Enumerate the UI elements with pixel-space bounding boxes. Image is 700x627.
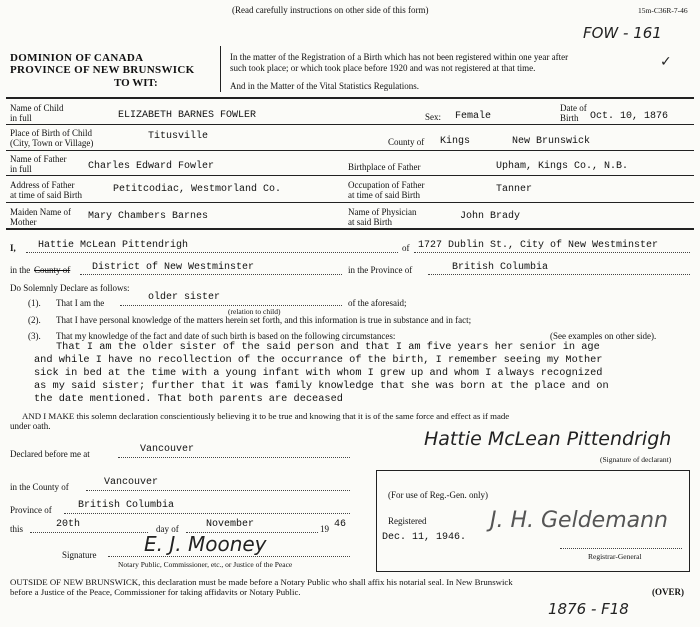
- this-label: this: [10, 524, 24, 534]
- declared-before-label: Declared before me at: [10, 449, 90, 459]
- jurisdiction-line3: TO WIT:: [114, 77, 158, 89]
- item3-num: (3).: [28, 331, 41, 341]
- item2-text: That I have personal knowledge of the matters herein set forth, and this information is true in substance and in fact;: [56, 315, 472, 325]
- declared-province-line: [64, 513, 350, 514]
- footer-line1: OUTSIDE OF NEW BRUNSWICK, this declaration must be made before a Notary Public who shall affix his notarial seal. In New Brunswick: [10, 577, 513, 587]
- father-address-label1: Address of Father: [10, 180, 75, 190]
- date-label1: Date of: [560, 103, 587, 113]
- circumstance-line1: That I am the older sister of the said person and that I am five years her senior in age: [56, 341, 600, 353]
- declarant-district: District of New Westminster: [92, 262, 255, 273]
- physician-name: John Brady: [460, 211, 521, 222]
- registrar-signature: J. H. Geldemann: [490, 508, 668, 533]
- declared-county-line: [86, 490, 350, 491]
- declared-day: 20th: [56, 519, 81, 530]
- father-occupation: Tanner: [496, 184, 533, 195]
- footer-file-code: 1876 - F18: [548, 600, 629, 618]
- check-mark: ✓: [660, 54, 672, 70]
- mother-label2: Mother: [10, 217, 37, 227]
- circumstance-line2: and while I have no recollection of the occurrance of the birth, I remember seeing my Mother: [34, 354, 603, 366]
- mother-label1: Maiden Name of: [10, 207, 71, 217]
- registered-label: Registered: [388, 516, 427, 526]
- child-name-label1: Name of Child: [10, 103, 64, 113]
- relation-value: older sister: [148, 292, 221, 303]
- instruction-note: (Read carefully instructions on other side of this form): [232, 5, 429, 15]
- declarant-signature-label: (Signature of declarant): [600, 455, 672, 464]
- circumstance-line4: as my said sister; further that it was family knowledge that she was born at the place and on: [34, 380, 609, 392]
- item3-note: (See examples on other side).: [550, 331, 657, 341]
- physician-label1: Name of Physician: [348, 207, 417, 217]
- relation-note: (relation to child): [228, 307, 281, 316]
- declarant-address: 1727 Dublin St., City of New Westminster: [418, 240, 659, 251]
- registered-date: Dec. 11, 1946.: [382, 532, 467, 543]
- declared-place-line: [118, 457, 350, 458]
- signature-label: Signature: [62, 550, 97, 560]
- registrar-use-label: (For use of Reg.-Gen. only): [388, 490, 488, 500]
- item1-num: (1).: [28, 298, 41, 308]
- row-rule-1: [6, 124, 694, 125]
- item2-num: (2).: [28, 315, 41, 325]
- father-name-label2: in full: [10, 164, 32, 174]
- declared-month: November: [206, 519, 255, 530]
- item1-text-a: That I am the: [56, 298, 105, 308]
- circumstance-line5: the date mentioned. That both parents are deceased: [34, 393, 343, 405]
- year-prefix: 19: [320, 524, 329, 534]
- form-code: 15m-C36R-7-46: [638, 6, 688, 15]
- father-birthplace-label: Birthplace of Father: [348, 162, 421, 172]
- county-label-a: in the: [10, 265, 31, 275]
- item1-text-b: of the aforesaid;: [348, 298, 407, 308]
- declarant-address-line: [414, 252, 690, 253]
- notary-signature: E. J. Mooney: [144, 532, 267, 556]
- relation-line: [120, 305, 342, 306]
- matter-text2: such took place; or which took place before 1920 and was not registered at that time.: [230, 63, 536, 73]
- registrar-line: [560, 548, 682, 549]
- sex-label: Sex:: [425, 112, 442, 122]
- of-label: of: [402, 243, 410, 253]
- declared-county-label: in the County of: [10, 482, 69, 492]
- province-line: [428, 274, 690, 275]
- row-rule-3: [6, 175, 694, 176]
- registrar-label: Registrar-General: [588, 552, 642, 561]
- solemnly-declare: Do Solemnly Declare as follows:: [10, 283, 130, 293]
- father-name-label1: Name of Father: [10, 154, 67, 164]
- father-address: Petitcodiac, Westmorland Co.: [113, 184, 282, 195]
- make-declaration-line2: under oath.: [10, 421, 51, 431]
- jurisdiction-line1: DOMINION OF CANADA: [10, 52, 144, 64]
- county-label-struck: County of: [34, 265, 71, 275]
- row-rule-2: [6, 150, 694, 151]
- footer-line2: before a Justice of the Peace, Commissioner for taking affidavits or Notary Public.: [10, 587, 301, 597]
- father-address-label2: at time of said Birth: [10, 190, 82, 200]
- child-birth-date: Oct. 10, 1876: [590, 111, 669, 122]
- jurisdiction-line2: PROVINCE OF NEW BRUNSWICK: [10, 64, 195, 76]
- declared-year: 46: [334, 519, 347, 530]
- notary-signature-line: [108, 556, 350, 557]
- child-province: New Brunswick: [512, 136, 591, 147]
- district-line: [80, 274, 342, 275]
- declarant-name-line: [26, 252, 398, 253]
- i-label: I,: [10, 243, 16, 253]
- footer-over: (OVER): [652, 587, 684, 597]
- matter-text1: In the matter of the Registration of a Birth which has not been registered within one year after: [230, 52, 569, 62]
- header-divider: [220, 46, 221, 92]
- header-rule: [6, 97, 694, 99]
- matter-text3: And in the Matter of the Vital Statistics Regulations.: [230, 81, 420, 91]
- declarant-province: British Columbia: [452, 262, 549, 273]
- date-label2: Birth: [560, 113, 579, 123]
- child-sex: Female: [455, 111, 492, 122]
- make-declaration-line1: AND I MAKE this solemn declaration conscientiously believing it to be true and knowing that it is of the same force and effect as if made: [22, 411, 510, 421]
- child-name-label2: in full: [10, 113, 32, 123]
- file-note: FOW - 161: [583, 24, 662, 42]
- declared-day-line: [30, 532, 148, 533]
- child-county: Kings: [440, 136, 471, 147]
- declared-province-label: Province of: [10, 505, 52, 515]
- child-birth-place: Titusville: [148, 131, 209, 142]
- declared-province: British Columbia: [78, 500, 175, 511]
- declared-county: Vancouver: [104, 477, 159, 488]
- notary-label: Notary Public, Commissioner, etc., or Justice of the Peace: [118, 560, 293, 569]
- county-label: County of: [388, 137, 425, 147]
- physician-label2: at said Birth: [348, 217, 392, 227]
- place-label2: (City, Town or Village): [10, 138, 94, 148]
- declarant-signature: Hattie McLean Pittendrigh: [424, 428, 672, 450]
- father-name: Charles Edward Fowler: [88, 161, 215, 172]
- father-occupation-label2: at time of said Birth: [348, 190, 420, 200]
- circumstance-line3: sick in bed at the time with a young infant with whom I grew up and whom I always recognized: [34, 367, 603, 379]
- child-name: ELIZABETH BARNES FOWLER: [118, 110, 257, 121]
- declarant-name: Hattie McLean Pittendrigh: [38, 240, 189, 251]
- province-label: in the Province of: [348, 265, 413, 275]
- mother-maiden-name: Mary Chambers Barnes: [88, 211, 209, 222]
- section-rule: [6, 228, 694, 230]
- row-rule-4: [6, 202, 694, 203]
- declared-place: Vancouver: [140, 444, 195, 455]
- item3-text: That my knowledge of the fact and date of such birth is based on the following circumstances:: [56, 331, 396, 341]
- father-occupation-label1: Occupation of Father: [348, 180, 425, 190]
- place-label1: Place of Birth of Child: [10, 128, 92, 138]
- day-of-label: day of: [156, 524, 179, 534]
- father-birthplace: Upham, Kings Co., N.B.: [496, 161, 629, 172]
